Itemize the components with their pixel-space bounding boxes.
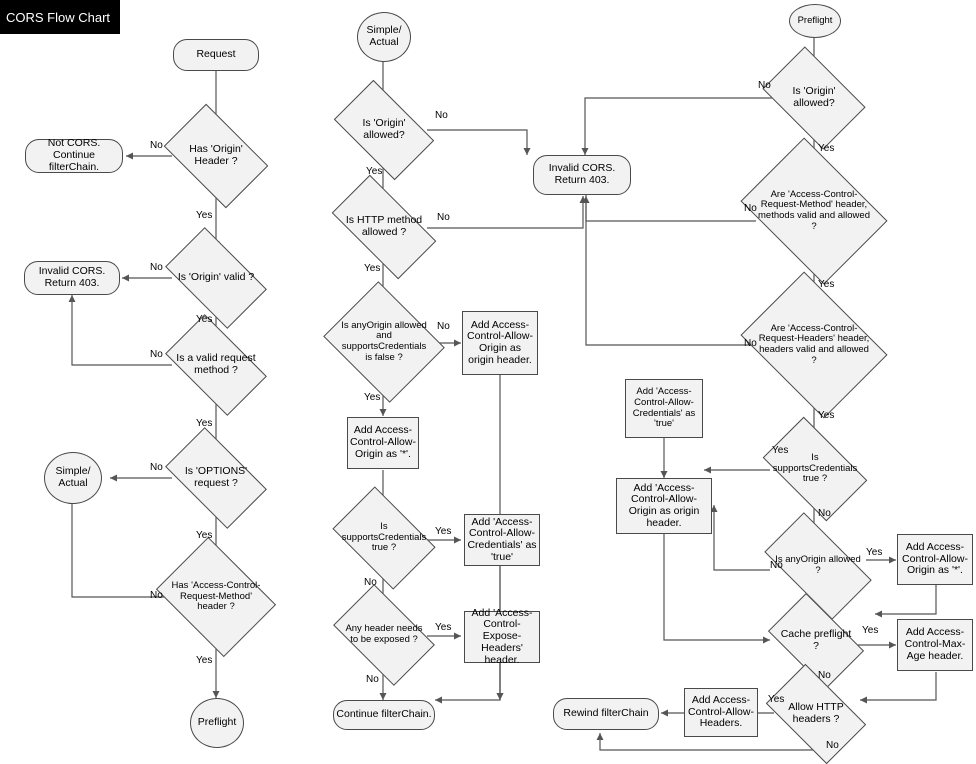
edge-label-l10: Yes: [196, 655, 213, 666]
edge-label-l5: No: [150, 349, 163, 360]
edge-label-l3: No: [150, 262, 163, 273]
node-cache-preflight[interactable]: Cache preflight ?: [775, 614, 857, 668]
node-has-origin-header[interactable]: Has 'Origin' Header ?: [172, 126, 260, 186]
edge-label-r3: No: [744, 203, 757, 214]
edge-label-m7: Yes: [435, 526, 452, 537]
node-not-cors-continue[interactable]: Not CORS. Continue filterChain.: [25, 139, 123, 173]
edge-label-r7: Yes: [772, 445, 789, 456]
node-invalid-cors-403-left[interactable]: Invalid CORS. Return 403.: [24, 261, 120, 295]
node-acrm-header-valid[interactable]: Are 'Access-Control-Request-Method' header, methods valid and allowed ?: [755, 166, 873, 256]
node-acrh-header-valid[interactable]: Are 'Access-Control-Request-Headers' header, headers valid and allowed ?: [755, 300, 873, 390]
node-add-acac-true-mid[interactable]: Add 'Access-Control-Allow-Credentials' as 'true': [464, 514, 540, 566]
node-is-valid-request-method[interactable]: Is a valid request method ?: [172, 337, 260, 393]
node-invalid-cors-403-mid[interactable]: Invalid CORS. Return 403.: [533, 155, 631, 195]
node-has-acrm-header[interactable]: Has 'Access-Control-Request-Method' header ?: [168, 560, 264, 634]
edge-label-l1: No: [150, 140, 163, 151]
node-supports-credentials-right[interactable]: Is supportsCredentials true ?: [770, 440, 860, 498]
node-is-origin-valid[interactable]: Is 'Origin' valid ?: [172, 250, 260, 306]
edge-label-m5: No: [437, 321, 450, 332]
node-preflight-left[interactable]: Preflight: [190, 698, 244, 748]
node-supports-credentials-mid[interactable]: Is supportsCredentials true ?: [341, 508, 427, 568]
edge-label-m4: Yes: [364, 263, 381, 274]
edge-label-r12: No: [818, 670, 831, 681]
edge-label-l2: Yes: [196, 210, 213, 221]
edge-label-m2: Yes: [366, 166, 383, 177]
node-simple-actual-left[interactable]: Simple/ Actual: [44, 452, 102, 504]
node-is-origin-allowed-mid[interactable]: Is 'Origin' allowed?: [341, 102, 427, 158]
node-preflight-top-right[interactable]: Preflight: [789, 4, 841, 38]
edge-label-r8: No: [818, 508, 831, 519]
edge-label-l6: Yes: [196, 418, 213, 429]
node-any-origin-and-supports-false[interactable]: Is anyOrigin allowed and supportsCredentials is false ?: [337, 303, 431, 381]
node-rewind-filterchain[interactable]: Rewind filterChain: [553, 698, 659, 730]
edge-label-l8: Yes: [196, 530, 213, 541]
node-allow-http-headers[interactable]: Allow HTTP headers ?: [773, 686, 859, 742]
edge-label-r10: No: [770, 560, 783, 571]
edge-label-m6: Yes: [364, 392, 381, 403]
edge-label-l7: No: [150, 462, 163, 473]
edge-label-l4: Yes: [196, 314, 213, 325]
node-is-http-method-allowed[interactable]: Is HTTP method allowed ?: [337, 200, 431, 254]
edge-label-m10: No: [366, 674, 379, 685]
page-title: CORS Flow Chart: [0, 0, 120, 34]
edge-label-r2: Yes: [818, 143, 835, 154]
edge-label-r4: Yes: [818, 279, 835, 290]
node-any-header-exposed[interactable]: Any header needs to be exposed ?: [341, 606, 427, 664]
node-add-acao-origin-mid[interactable]: Add Access-Control-Allow-Origin as origin header.: [462, 311, 538, 375]
edge-label-m1: No: [435, 110, 448, 121]
node-simple-actual-top[interactable]: Simple/ Actual: [357, 12, 411, 62]
node-add-acac-true-right[interactable]: Add 'Access-Control-Allow-Credentials' as 'true': [625, 379, 703, 438]
edge-label-l9: No: [150, 590, 163, 601]
edge-label-r6: Yes: [818, 410, 835, 421]
node-request[interactable]: Request: [173, 39, 259, 71]
edge-label-r5: No: [744, 338, 757, 349]
edge-label-m3: No: [437, 212, 450, 223]
node-is-origin-allowed-right[interactable]: Is 'Origin' allowed?: [771, 68, 857, 128]
edge-label-r13: Yes: [768, 694, 785, 705]
edge-label-r11: Yes: [862, 625, 879, 636]
node-add-acao-origin-right[interactable]: Add 'Access-Control-Allow-Origin as origin header.: [616, 478, 712, 534]
node-add-acah-headers[interactable]: Add Access-Control-Allow-Headers.: [684, 688, 758, 737]
node-add-aceh-mid[interactable]: Add 'Access-Control-Expose-Headers' header.: [464, 611, 540, 663]
edge-label-r9: Yes: [866, 547, 883, 558]
node-add-acao-star-mid[interactable]: Add Access-Control-Allow-Origin as '*'.: [347, 417, 419, 469]
node-continue-filterchain-mid[interactable]: Continue filterChain.: [333, 700, 435, 730]
node-any-origin-allowed-right[interactable]: Is anyOrigin allowed ?: [770, 538, 866, 594]
node-add-acao-star-right[interactable]: Add Access-Control-Allow-Origin as '*'.: [897, 534, 973, 585]
edge-label-r14: No: [826, 740, 839, 751]
node-add-acma-header[interactable]: Add Access-Control-Max-Age header.: [897, 619, 973, 671]
edge-label-m8: No: [364, 577, 377, 588]
edge-label-m9: Yes: [435, 622, 452, 633]
node-is-options-request[interactable]: Is 'OPTIONS' request ?: [172, 450, 260, 506]
edge-label-r1: No: [758, 80, 771, 91]
